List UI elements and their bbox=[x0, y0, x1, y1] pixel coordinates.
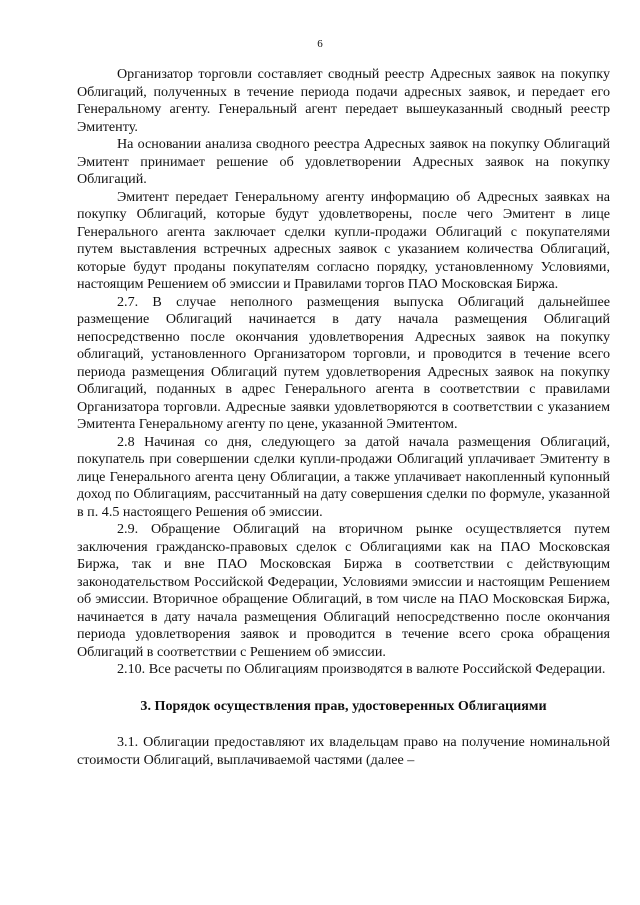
page-number: 6 bbox=[317, 38, 323, 50]
paragraph-2-10: 2.10. Все расчеты по Облигациям производятся в валюте Российской Федерации. bbox=[117, 661, 606, 677]
paragraph-consolidated-register: Организатор торговли составляет сводный реестр Адресных заявок на покупку Облигаций, полученных в течение периода подачи адресных заявок, и передает его Генеральному агенту. Генеральный агент передает вышеуказанный сводный реестр Эмитенту. bbox=[77, 66, 610, 135]
section-heading: 3. Порядок осуществления прав, удостоверенных Облигациями bbox=[140, 697, 547, 714]
paragraph-2-9: 2.9. Обращение Облигаций на вторичном рынке осуществляется путем заключения гражданско-правовых сделок с Облигациями как на ПАО Московская Биржа, так и вне ПАО Московская Биржа в соответствии с действующим законодательством Российской Федерации, Условиями эмиссии и настоящим Решением об эмиссии. Вторичное обращение Облигаций, в том числе на ПАО Московская Биржа, начинается в дату начала размещения Облигаций непосредственно после окончания периода удовлетворения заявок и проводится в течение всего срока обращения Облигаций в соответствии с Решением об эмиссии. bbox=[77, 521, 610, 660]
paragraph-issuer-transfers-info: Эмитент передает Генеральному агенту информацию об Адресных заявках на покупку Облигаций, которые будут удовлетворены, после чего Эмитент в лице Генерального агента заключает сделки купли-продажи Облигаций с покупателями путем выставления встречных адресных заявок с указанием количества Облигаций, которые будут проданы покупателям согласно порядку, установленному Условиями, настоящим Решением об эмиссии и Правилами торгов ПАО Московская Биржа. bbox=[77, 188, 610, 292]
paragraph-2-8: 2.8 Начиная со дня, следующего за датой начала размещения Облигаций, покупатель при совершении сделки купли-продажи Облигаций уплачивает Эмитенту в лице Генерального агента цену Облигации, а также уплачивает накопленный купонный доход по Облигациям, рассчитанный на дату совершения сделки по формуле, указанной в п. 4.5 настоящего Решения об эмиссии. bbox=[77, 433, 610, 520]
paragraph-3-1: 3.1. Облигации предоставляют их владельцам право на получение номинальной стоимости Облигаций, выплачиваемой частями (далее – bbox=[77, 734, 610, 768]
paragraph-2-7: 2.7. В случае неполного размещения выпуска Облигаций дальнейшее размещение Облигаций начинается в дату начала размещения Облигаций непосредственно после окончания удовлетворения Адресных заявок на покупку облигаций, установленного Организатором торговли, и проводится в течение всего периода размещения Облигаций путем удовлетворения Адресных заявок на покупку Облигаций, поданных в адрес Генерального агента в соответствии с правилами Организатора торговли. Адресные заявки удовлетворяются в соответствии с указанием Эмитента Генеральному агенту по цене, указанной Эмитентом. bbox=[77, 293, 610, 432]
paragraph-issuer-decision: На основании анализа сводного реестра Адресных заявок на покупку Облигаций Эмитент принимает решение об удовлетворении Адресных заявок на покупку Облигаций. bbox=[77, 136, 610, 187]
document-body bbox=[77, 66, 610, 769]
